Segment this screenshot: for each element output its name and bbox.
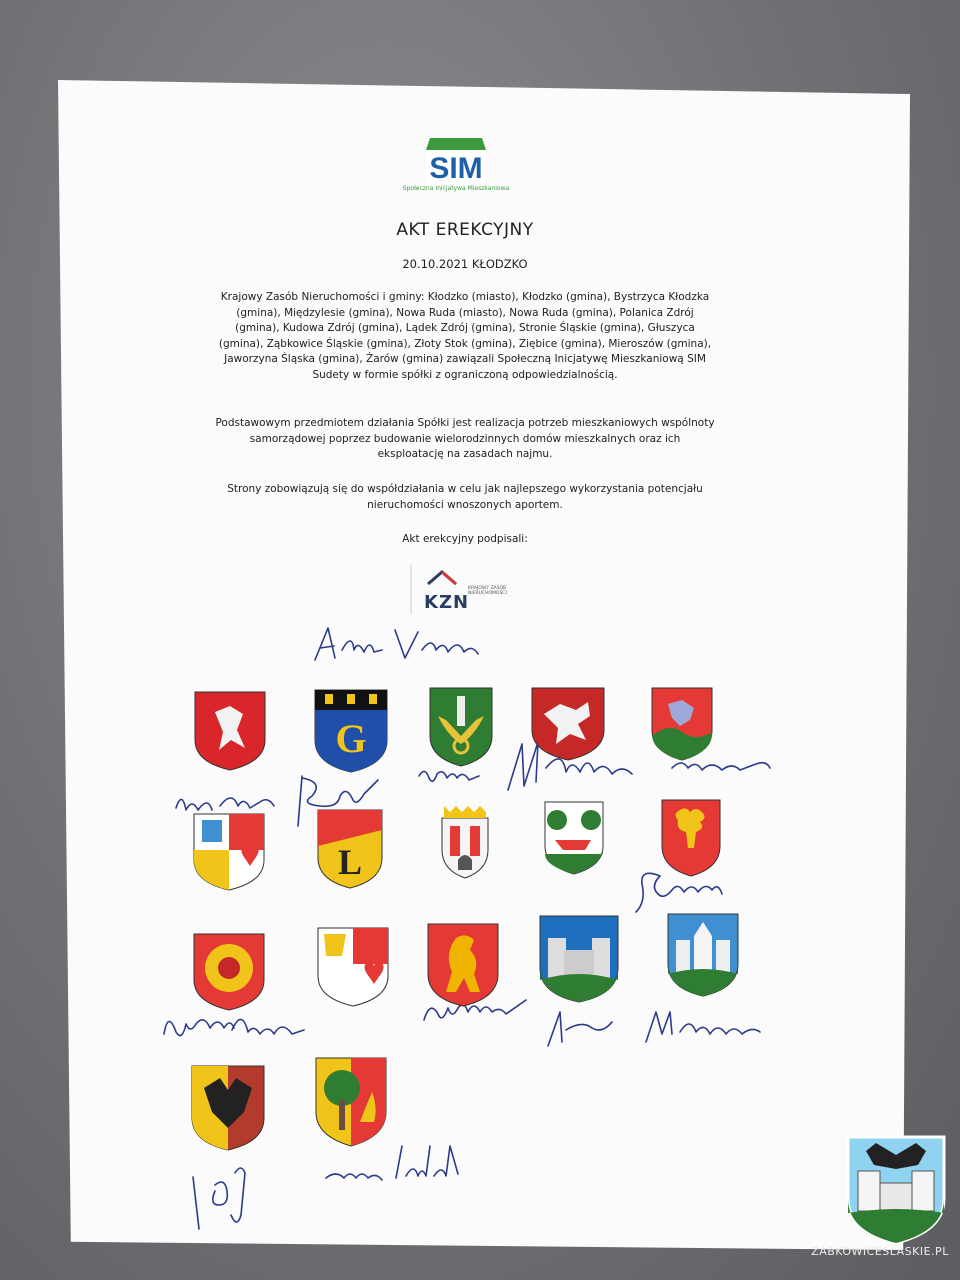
g-letter-crest: [313, 688, 389, 774]
sim-logo-subtitle: Społeczna Inicjatywa Mieszkaniowa: [402, 185, 510, 192]
signature-8: [540, 1006, 620, 1050]
l-letter-crest: [316, 808, 384, 890]
signature-10: [185, 1155, 275, 1235]
kzn-logo-text: KZN: [424, 592, 470, 613]
svg-text:L: L: [337, 842, 363, 882]
kzn-signature: [310, 620, 560, 670]
svg-text:SIM: SIM: [429, 152, 483, 185]
paragraph-obligations: Strony zobowiązują się do współdziałania w celu jak najlepszego wykorzystania potencjału nieruchomości wnoszonych aportem.: [227, 483, 703, 511]
red-eagle-crest: [193, 690, 267, 772]
blue-castle-crest: [538, 914, 620, 1004]
document-date-place: 20.10.2021 KŁODZKO: [402, 257, 528, 271]
lion-hill-crest: [650, 686, 714, 762]
silver-lion-crest: [530, 686, 606, 762]
signature-9: [640, 1004, 780, 1048]
fountain-heart-crest: [192, 812, 266, 892]
sunflower-crest: [192, 932, 266, 1012]
oak-tree-crest: [314, 1056, 388, 1148]
bear-crest: [426, 922, 500, 1008]
black-eagle-crest: [190, 1064, 266, 1152]
forest-animal-crest: [543, 800, 605, 876]
kzn-logo-subtitle: KRAJOWY ZASÓB NIERUCHOMOŚCI: [468, 586, 507, 596]
eagle-heart-crest: [316, 926, 390, 1008]
paragraph-founders: Krajowy Zasób Nieruchomości i gminy: Kłodzko (miasto), Kłodzko (gmina), Bystrzyca Kłodzka (gmina), Międzylesie (gmina), Nowa Ruda (miasto), Nowa Ruda (gmina), Polanica Zdrój (gmina), Kudowa Zdrój (gmina), Lądek Zdrój (gmina), Stronie Śląskie (gmina), Głuszyca (gmina), Ząbkowice Śląskie (gmina), Złoty Stok (gmina), Ziębice (gmina), Mieroszów (gmina), Jaworzyna Śląska (gmina), Żarów (gmina) zawiązali Społeczną Inicjatywę Mieszkaniową SIM Sudety w formie spółki z ograniczoną odpowiedzialnością.: [218, 291, 712, 381]
watermark-crest: [846, 1135, 946, 1245]
signed-by-label: Akt erekcyjny podpisali:: [402, 533, 528, 545]
svg-text:G: G: [335, 716, 367, 761]
castle-crest: [440, 804, 490, 880]
green-wings-crest: [428, 686, 494, 768]
document-title: AKT EREKCYJNY: [396, 220, 534, 240]
paragraph-purpose: Podstawowym przedmiotem działania Spółki jest realizacja potrzeb mieszkaniowych wspólnoty samorządowej poprzez budowanie wielorodzinnych domów mieszkalnych oraz ich eksploatację na zasadach najmu.: [215, 417, 715, 461]
watermark-site: ZABKOWICESLASKIE.PL: [811, 1245, 949, 1258]
red-tree-crest: [660, 798, 722, 878]
church-towers-crest: [666, 912, 740, 998]
sim-logo: [420, 136, 492, 202]
